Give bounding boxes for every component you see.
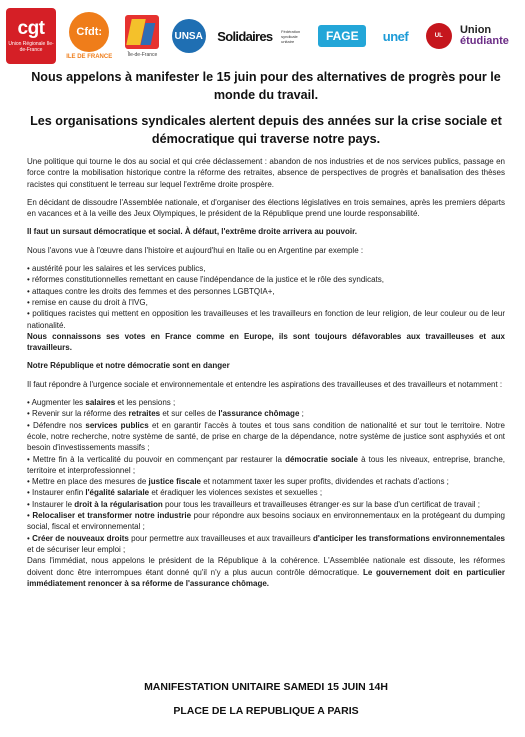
footer-event-line: MANIFESTATION UNITAIRE SAMEDI 15 JUIN 14H: [144, 681, 388, 693]
list-item: • Créer de nouveaux droits pour permettre aux travailleuses et aux travailleurs d'anticiper les transformations environnementales et de sécuriser leur emploi ;: [27, 533, 506, 554]
fsu-logo: Fédération syndicale unitaire: [281, 28, 301, 44]
list-item: • politiques racistes qui mettent en opposition les travailleuses et les travailleurs en fonction de leur religion, de leur couleur ou de leur nationalité.: [27, 309, 505, 330]
cfdt-logo: Cfdt: ILE DE FRANCE: [62, 8, 116, 64]
list-threats: [27, 263, 505, 331]
section-title: Notre République et notre démocratie sont en danger: [27, 361, 230, 371]
paragraph: Nous l'avons vue à l'œuvre dans l'histoire et aujourd'hui en Italie ou en Argentine par exemple :: [27, 245, 364, 255]
list-item: • Défendre nos services publics et en garantir l'accès à toutes et tous sans condition de nationalité et sur tout le territoire. Notre école, notre recherche, notre système de santé, de prise en charge de la dépendance, notre système de justice sont asphyxiés et ont besoin d'investissements massifs ;: [27, 420, 506, 453]
list-item: • Instaurer enfin l'égalité salariale et éradiquer les violences sexistes et sexuelles ;: [27, 488, 323, 498]
list-demands: [27, 397, 505, 555]
sub-heading: Les organisations syndicales alertent depuis des années sur la crise sociale et démocratique qui traverse notre pays.: [30, 114, 502, 146]
paragraph: Une politique qui tourne le dos au social et qui crée déclassement : abandon de nos industries et de nos services publics, passage en force contre la mobilisation historique contre la réforme des retraites, absence de perspectives de progrès et banalisation des thèses racistes qui constituent le terreau sur lequel l'extrême droite prospère.: [27, 157, 505, 189]
ul-logo: UL: [424, 16, 454, 56]
footer-callout: [27, 680, 505, 728]
unef-logo: unef: [382, 28, 409, 44]
solidaires-logo: Solidaires: [217, 28, 273, 44]
paragraph: En décidant de dissoudre l'Assemblée nationale, et d'organiser des élections législatives en trois semaines, après les premiers départs en vacances et à la veille des Jeux Olympiques, le président de la République prend une lourde responsabilité.: [27, 197, 505, 219]
list-item: • attaques contre les droits des femmes et des personnes LGBTQIA+,: [27, 286, 275, 296]
main-heading: Nous appelons à manifester le 15 juin pour des alternatives de progrès pour le monde du travail.: [31, 70, 501, 102]
emphasis-paragraph: Nous connaissons ses votes en France comme en Europe, ils sont toujours défavorables aux travailleuses et aux travailleurs.: [27, 331, 505, 353]
footer-place-line: PLACE DE LA REPUBLIQUE A PARIS: [173, 705, 359, 717]
paragraph: Il faut répondre à l'urgence sociale et environnementale et entendre les aspirations des travailleuses et des travailleurs et notamment :: [27, 379, 503, 389]
unsa-logo: UNSA: [169, 8, 209, 64]
list-item: • Augmenter les salaires et les pensions ;: [27, 398, 176, 408]
text-body: [27, 156, 505, 589]
list-item: • Instaurer le droit à la régularisation pour tous les travailleurs et travailleuses étranger·es sur la base d'un certificat de travail ;: [27, 499, 480, 509]
cgt-logo: cgt Union Régionale Ile-de-France: [6, 8, 56, 64]
list-item: • Mettre fin à la verticalité du pouvoir en commençant par restaurer la démocratie sociale à tous les niveaux, entreprise, branche, territoire et interprofessionnel ;: [27, 454, 505, 475]
list-item: • Relocaliser et transformer notre industrie pour répondre aux besoins sociaux en environnementaux en la protégeant du dumping social, fiscal et environnemental ;: [27, 511, 505, 532]
document-body: [27, 68, 505, 589]
fage-logo: FAGE: [317, 16, 367, 56]
logo-banner: [6, 6, 520, 66]
closing-paragraph: Dans l'immédiat, nous appelons le président de la République à la cohérence. L'Assemblée nationale est dissoute, les réformes doivent donc être interrompues étant donné qu'il n'y a plus aucun contrôle démocratique. Le gouvernement doit en particulier immédiatement renoncer à sa réforme de l'assurance chômage.: [27, 556, 505, 588]
list-item: • austérité pour les salaires et les services publics,: [27, 264, 206, 274]
list-item: • Mettre en place des mesures de justice fiscale et notamment taxer les super profits, dividendes et rachats d'actions ;: [27, 477, 449, 487]
list-item: • réformes constitutionnelles remettant en cause l'indépendance de la justice et le rôle des syndicats,: [27, 275, 384, 285]
emphasis-paragraph: Il faut un sursaut démocratique et social. À défaut, l'extrême droite arrivera au pouvoir.: [27, 227, 357, 237]
list-item: • remise en cause du droit à l'IVG,: [27, 297, 148, 307]
union-etudiante-logo: Union étudiante: [459, 24, 509, 47]
list-item: • Revenir sur la réforme des retraites et sur celles de l'assurance chômage ;: [27, 409, 304, 419]
fo-logo: Île-de-France: [122, 8, 162, 64]
